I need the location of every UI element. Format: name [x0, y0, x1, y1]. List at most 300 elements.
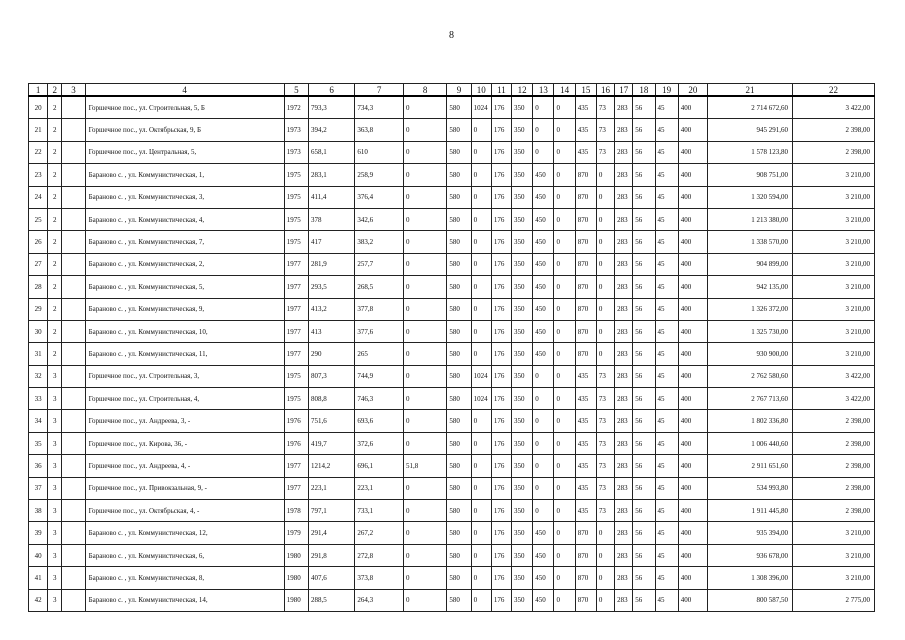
table-row: [29, 589, 875, 611]
table-cell-col-16: 73: [596, 141, 614, 163]
table-cell-col-14: 0: [554, 141, 575, 163]
table-cell-col-3: [62, 276, 85, 298]
table-cell-col-3: [62, 544, 85, 566]
table-cell-col-10: 0: [471, 298, 491, 320]
table-cell-col-17: 283: [615, 567, 633, 589]
table-cell-col-4: Бараново с. , ул. Коммунистическая, 10,: [85, 320, 284, 342]
table-cell-col-22: 3 210,00: [792, 567, 874, 589]
table-cell-col-13: 450: [533, 522, 554, 544]
table-cell-col-2: 3: [48, 455, 62, 477]
table-cell-col-8: 0: [403, 276, 446, 298]
data-table: [28, 83, 875, 612]
table-cell-col-13: 0: [533, 477, 554, 499]
table-cell-col-15: 435: [575, 119, 596, 141]
table-cell-col-1: 39: [29, 522, 48, 544]
table-cell-col-1: 23: [29, 164, 48, 186]
table-cell-col-15: 870: [575, 544, 596, 566]
table-cell-col-15: 435: [575, 432, 596, 454]
table-cell-col-20: 400: [678, 276, 707, 298]
table-cell-col-15: 870: [575, 522, 596, 544]
table-cell-col-22: 3 210,00: [792, 276, 874, 298]
table-cell-col-17: 283: [615, 208, 633, 230]
table-cell-col-10: 0: [471, 320, 491, 342]
table-cell-col-3: [62, 522, 85, 544]
column-header-8: 8: [403, 84, 446, 97]
table-cell-col-11: 176: [491, 455, 511, 477]
table-cell-col-9: 580: [447, 365, 471, 387]
table-cell-col-19: 45: [655, 589, 678, 611]
table-cell-col-4: Горшечное пос., ул. Октябрьская, 9, Б: [85, 119, 284, 141]
table-cell-col-7: 272,8: [355, 544, 404, 566]
table-cell-col-19: 45: [655, 119, 678, 141]
table-cell-col-3: [62, 231, 85, 253]
table-cell-col-16: 73: [596, 432, 614, 454]
table-cell-col-16: 0: [596, 320, 614, 342]
table-cell-col-19: 45: [655, 522, 678, 544]
table-cell-col-20: 400: [678, 432, 707, 454]
table-cell-col-8: 0: [403, 365, 446, 387]
table-cell-col-12: 350: [512, 96, 533, 119]
table-cell-col-5: 1976: [284, 410, 308, 432]
table-cell-col-13: 450: [533, 231, 554, 253]
table-cell-col-15: 870: [575, 276, 596, 298]
table-cell-col-21: 908 751,00: [708, 164, 793, 186]
table-cell-col-14: 0: [554, 96, 575, 119]
table-cell-col-10: 0: [471, 567, 491, 589]
table-cell-col-7: 376,4: [355, 186, 404, 208]
table-cell-col-12: 350: [512, 589, 533, 611]
table-cell-col-20: 400: [678, 253, 707, 275]
table-cell-col-15: 870: [575, 186, 596, 208]
table-cell-col-20: 400: [678, 410, 707, 432]
table-cell-col-22: 2 398,00: [792, 477, 874, 499]
table-cell-col-2: 2: [48, 96, 62, 119]
table-cell-col-6: 291,8: [308, 544, 354, 566]
table-cell-col-4: Бараново с. , ул. Коммунистическая, 3,: [85, 186, 284, 208]
table-cell-col-22: 3 210,00: [792, 186, 874, 208]
table-cell-col-3: [62, 500, 85, 522]
table-cell-col-9: 580: [447, 96, 471, 119]
table-cell-col-5: 1975: [284, 186, 308, 208]
table-cell-col-8: 0: [403, 119, 446, 141]
table-cell-col-16: 0: [596, 186, 614, 208]
table-cell-col-13: 450: [533, 298, 554, 320]
table-cell-col-13: 0: [533, 96, 554, 119]
table-cell-col-1: 40: [29, 544, 48, 566]
table-cell-col-4: Бараново с. , ул. Коммунистическая, 8,: [85, 567, 284, 589]
table-row: [29, 477, 875, 499]
table-cell-col-17: 283: [615, 96, 633, 119]
table-row: [29, 544, 875, 566]
table-cell-col-2: 2: [48, 298, 62, 320]
table-cell-col-19: 45: [655, 164, 678, 186]
table-cell-col-18: 56: [633, 320, 655, 342]
table-cell-col-4: Горшечное пос., ул. Андреева, 3, -: [85, 410, 284, 432]
table-cell-col-16: 0: [596, 544, 614, 566]
table-cell-col-21: 2 762 580,60: [708, 365, 793, 387]
table-cell-col-19: 45: [655, 343, 678, 365]
table-cell-col-11: 176: [491, 298, 511, 320]
table-cell-col-19: 45: [655, 500, 678, 522]
table-cell-col-3: [62, 164, 85, 186]
table-cell-col-2: 3: [48, 589, 62, 611]
table-cell-col-21: 936 678,00: [708, 544, 793, 566]
table-cell-col-7: 363,8: [355, 119, 404, 141]
table-cell-col-16: 73: [596, 119, 614, 141]
table-cell-col-10: 0: [471, 164, 491, 186]
table-cell-col-15: 435: [575, 96, 596, 119]
table-cell-col-14: 0: [554, 589, 575, 611]
table-cell-col-22: 3 210,00: [792, 522, 874, 544]
table-cell-col-13: 450: [533, 343, 554, 365]
table-cell-col-18: 56: [633, 119, 655, 141]
table-cell-col-19: 45: [655, 477, 678, 499]
table-cell-col-12: 350: [512, 276, 533, 298]
table-cell-col-13: 450: [533, 567, 554, 589]
table-cell-col-11: 176: [491, 500, 511, 522]
table-cell-col-20: 400: [678, 96, 707, 119]
table-cell-col-12: 350: [512, 544, 533, 566]
table-cell-col-1: 31: [29, 343, 48, 365]
table-cell-col-18: 56: [633, 365, 655, 387]
table-cell-col-13: 0: [533, 388, 554, 410]
table-cell-col-14: 0: [554, 388, 575, 410]
table-cell-col-12: 350: [512, 253, 533, 275]
column-header-14: 14: [554, 84, 575, 97]
table-cell-col-16: 0: [596, 298, 614, 320]
table-cell-col-22: 2 398,00: [792, 119, 874, 141]
table-cell-col-7: 377,8: [355, 298, 404, 320]
table-row: [29, 141, 875, 163]
table-cell-col-10: 0: [471, 141, 491, 163]
table-cell-col-13: 0: [533, 365, 554, 387]
table-cell-col-3: [62, 567, 85, 589]
table-cell-col-16: 0: [596, 567, 614, 589]
table-cell-col-5: 1975: [284, 208, 308, 230]
table-cell-col-3: [62, 96, 85, 119]
table-cell-col-22: 3 210,00: [792, 298, 874, 320]
table-cell-col-11: 176: [491, 589, 511, 611]
table-cell-col-17: 283: [615, 410, 633, 432]
table-cell-col-22: 2 398,00: [792, 500, 874, 522]
table-cell-col-9: 580: [447, 164, 471, 186]
table-cell-col-4: Бараново с. , ул. Коммунистическая, 1,: [85, 164, 284, 186]
table-cell-col-22: 3 422,00: [792, 388, 874, 410]
table-cell-col-7: 258,9: [355, 164, 404, 186]
table-cell-col-19: 45: [655, 141, 678, 163]
table-cell-col-6: 378: [308, 208, 354, 230]
table-cell-col-9: 580: [447, 500, 471, 522]
table-cell-col-10: 0: [471, 477, 491, 499]
table-cell-col-3: [62, 432, 85, 454]
table-cell-col-22: 2 398,00: [792, 141, 874, 163]
table-cell-col-20: 400: [678, 164, 707, 186]
table-cell-col-18: 56: [633, 276, 655, 298]
table-cell-col-4: Бараново с. , ул. Коммунистическая, 14,: [85, 589, 284, 611]
table-cell-col-18: 56: [633, 455, 655, 477]
column-header-11: 11: [491, 84, 511, 97]
table-cell-col-1: 33: [29, 388, 48, 410]
table-cell-col-21: 1 802 336,80: [708, 410, 793, 432]
table-cell-col-7: 744,9: [355, 365, 404, 387]
table-cell-col-6: 808,8: [308, 388, 354, 410]
table-cell-col-3: [62, 455, 85, 477]
table-cell-col-15: 435: [575, 455, 596, 477]
table-body: [29, 96, 875, 611]
column-header-4: 4: [85, 84, 284, 97]
table-cell-col-21: 945 291,60: [708, 119, 793, 141]
table-cell-col-21: 2 911 651,60: [708, 455, 793, 477]
table-cell-col-19: 45: [655, 298, 678, 320]
table-cell-col-5: 1973: [284, 141, 308, 163]
table-cell-col-6: 407,6: [308, 567, 354, 589]
table-cell-col-10: 0: [471, 410, 491, 432]
table-cell-col-8: 0: [403, 164, 446, 186]
table-cell-col-8: 0: [403, 410, 446, 432]
table-cell-col-21: 1 325 730,00: [708, 320, 793, 342]
table-cell-col-9: 580: [447, 477, 471, 499]
table-cell-col-17: 283: [615, 500, 633, 522]
table-cell-col-14: 0: [554, 477, 575, 499]
table-cell-col-18: 56: [633, 343, 655, 365]
table-cell-col-8: 0: [403, 298, 446, 320]
table-cell-col-18: 56: [633, 432, 655, 454]
table-cell-col-2: 2: [48, 141, 62, 163]
table-cell-col-18: 56: [633, 388, 655, 410]
table-cell-col-18: 56: [633, 164, 655, 186]
table-cell-col-21: 1 320 594,00: [708, 186, 793, 208]
table-cell-col-19: 45: [655, 96, 678, 119]
table-cell-col-11: 176: [491, 186, 511, 208]
table-cell-col-19: 45: [655, 432, 678, 454]
table-cell-col-10: 0: [471, 208, 491, 230]
table-cell-col-8: 0: [403, 96, 446, 119]
table-cell-col-22: 2 398,00: [792, 432, 874, 454]
table-cell-col-5: 1980: [284, 567, 308, 589]
table-cell-col-2: 2: [48, 186, 62, 208]
table-cell-col-12: 350: [512, 432, 533, 454]
table-cell-col-10: 0: [471, 589, 491, 611]
table-cell-col-14: 0: [554, 164, 575, 186]
table-cell-col-10: 0: [471, 500, 491, 522]
table-cell-col-21: 1 338 570,00: [708, 231, 793, 253]
table-cell-col-20: 400: [678, 119, 707, 141]
table-cell-col-18: 56: [633, 410, 655, 432]
table-cell-col-4: Бараново с. , ул. Коммунистическая, 6,: [85, 544, 284, 566]
table-cell-col-2: 2: [48, 276, 62, 298]
table-cell-col-12: 350: [512, 477, 533, 499]
table-cell-col-18: 56: [633, 522, 655, 544]
table-row: [29, 96, 875, 119]
table-cell-col-1: 27: [29, 253, 48, 275]
table-cell-col-7: 264,3: [355, 589, 404, 611]
table-cell-col-6: 793,3: [308, 96, 354, 119]
table-cell-col-21: 942 135,00: [708, 276, 793, 298]
table-row: [29, 410, 875, 432]
table-cell-col-8: 0: [403, 253, 446, 275]
table-cell-col-17: 283: [615, 141, 633, 163]
table-cell-col-9: 580: [447, 320, 471, 342]
table-cell-col-3: [62, 208, 85, 230]
table-cell-col-15: 435: [575, 500, 596, 522]
table-cell-col-14: 0: [554, 298, 575, 320]
table-cell-col-1: 28: [29, 276, 48, 298]
table-cell-col-11: 176: [491, 567, 511, 589]
table-cell-col-8: 0: [403, 500, 446, 522]
table-cell-col-9: 580: [447, 432, 471, 454]
table-cell-col-9: 580: [447, 276, 471, 298]
table-cell-col-2: 3: [48, 500, 62, 522]
table-cell-col-15: 435: [575, 365, 596, 387]
table-cell-col-16: 0: [596, 276, 614, 298]
table-cell-col-20: 400: [678, 343, 707, 365]
table-cell-col-14: 0: [554, 343, 575, 365]
table-cell-col-2: 2: [48, 253, 62, 275]
table-cell-col-16: 0: [596, 589, 614, 611]
table-cell-col-14: 0: [554, 186, 575, 208]
table-cell-col-5: 1977: [284, 253, 308, 275]
table-cell-col-16: 73: [596, 365, 614, 387]
table-cell-col-7: 734,3: [355, 96, 404, 119]
table-cell-col-2: 3: [48, 477, 62, 499]
table-cell-col-11: 176: [491, 410, 511, 432]
table-cell-col-6: 394,2: [308, 119, 354, 141]
column-header-1: 1: [29, 84, 48, 97]
table-cell-col-4: Бараново с. , ул. Коммунистическая, 7,: [85, 231, 284, 253]
table-cell-col-11: 176: [491, 343, 511, 365]
table-cell-col-12: 350: [512, 320, 533, 342]
table-cell-col-17: 283: [615, 455, 633, 477]
column-header-19: 19: [655, 84, 678, 97]
table-cell-col-13: 0: [533, 432, 554, 454]
table-cell-col-16: 0: [596, 253, 614, 275]
table-cell-col-4: Бараново с. , ул. Коммунистическая, 11,: [85, 343, 284, 365]
table-cell-col-6: 283,1: [308, 164, 354, 186]
table-cell-col-7: 373,8: [355, 567, 404, 589]
table-row: [29, 298, 875, 320]
table-cell-col-17: 283: [615, 298, 633, 320]
table-cell-col-6: 411,4: [308, 186, 354, 208]
table-cell-col-20: 400: [678, 567, 707, 589]
table-cell-col-11: 176: [491, 276, 511, 298]
table-cell-col-12: 350: [512, 500, 533, 522]
table-cell-col-22: 3 210,00: [792, 231, 874, 253]
table-cell-col-10: 0: [471, 276, 491, 298]
table-cell-col-17: 283: [615, 365, 633, 387]
table-cell-col-16: 73: [596, 410, 614, 432]
table-cell-col-5: 1972: [284, 96, 308, 119]
table-cell-col-12: 350: [512, 567, 533, 589]
table-cell-col-18: 56: [633, 141, 655, 163]
table-cell-col-8: 0: [403, 208, 446, 230]
table-row: [29, 320, 875, 342]
table-cell-col-12: 350: [512, 186, 533, 208]
table-cell-col-2: 3: [48, 567, 62, 589]
table-row: [29, 432, 875, 454]
table-cell-col-17: 283: [615, 388, 633, 410]
table-cell-col-13: 0: [533, 455, 554, 477]
table-cell-col-19: 45: [655, 455, 678, 477]
table-cell-col-6: 281,9: [308, 253, 354, 275]
table-cell-col-17: 283: [615, 589, 633, 611]
table-cell-col-10: 1024: [471, 365, 491, 387]
table-cell-col-5: 1978: [284, 500, 308, 522]
table-row: [29, 276, 875, 298]
table-row: [29, 500, 875, 522]
table-cell-col-21: 1 911 445,80: [708, 500, 793, 522]
table-cell-col-3: [62, 320, 85, 342]
table-cell-col-15: 870: [575, 589, 596, 611]
table-cell-col-9: 580: [447, 119, 471, 141]
table-cell-col-1: 36: [29, 455, 48, 477]
table-cell-col-17: 283: [615, 119, 633, 141]
table-cell-col-7: 377,6: [355, 320, 404, 342]
table-cell-col-20: 400: [678, 320, 707, 342]
table-cell-col-15: 435: [575, 477, 596, 499]
table-cell-col-12: 350: [512, 343, 533, 365]
table-cell-col-3: [62, 365, 85, 387]
table-cell-col-21: 2 767 713,60: [708, 388, 793, 410]
table-cell-col-3: [62, 298, 85, 320]
table-cell-col-10: 0: [471, 186, 491, 208]
table-cell-col-10: 0: [471, 432, 491, 454]
header-row: [29, 84, 875, 97]
column-header-21: 21: [708, 84, 793, 97]
table-row: [29, 119, 875, 141]
table-cell-col-15: 870: [575, 320, 596, 342]
table-cell-col-19: 45: [655, 186, 678, 208]
table-cell-col-11: 176: [491, 231, 511, 253]
table-cell-col-11: 176: [491, 119, 511, 141]
table-cell-col-13: 450: [533, 276, 554, 298]
table-cell-col-12: 350: [512, 298, 533, 320]
table-cell-col-21: 2 714 672,60: [708, 96, 793, 119]
table-cell-col-3: [62, 186, 85, 208]
table-cell-col-1: 20: [29, 96, 48, 119]
table-cell-col-11: 176: [491, 320, 511, 342]
table-cell-col-22: 3 210,00: [792, 164, 874, 186]
table-row: [29, 388, 875, 410]
table-cell-col-1: 21: [29, 119, 48, 141]
table-cell-col-6: 293,5: [308, 276, 354, 298]
table-cell-col-17: 283: [615, 432, 633, 454]
table-cell-col-5: 1975: [284, 164, 308, 186]
column-header-10: 10: [471, 84, 491, 97]
table-cell-col-18: 56: [633, 96, 655, 119]
table-cell-col-7: 342,6: [355, 208, 404, 230]
table-cell-col-4: Горшечное пос., ул. Строительная, 4,: [85, 388, 284, 410]
table-cell-col-4: Горшечное пос., ул. Центральная, 5,: [85, 141, 284, 163]
table-cell-col-4: Бараново с. , ул. Коммунистическая, 4,: [85, 208, 284, 230]
table-cell-col-9: 580: [447, 253, 471, 275]
table-cell-col-9: 580: [447, 298, 471, 320]
table-cell-col-5: 1973: [284, 119, 308, 141]
table-cell-col-13: 0: [533, 141, 554, 163]
table-cell-col-15: 870: [575, 208, 596, 230]
table-cell-col-5: 1975: [284, 231, 308, 253]
table-cell-col-16: 0: [596, 231, 614, 253]
table-cell-col-11: 176: [491, 477, 511, 499]
table-cell-col-5: 1976: [284, 432, 308, 454]
table-cell-col-7: 372,6: [355, 432, 404, 454]
table-cell-col-19: 45: [655, 567, 678, 589]
table-cell-col-8: 51,8: [403, 455, 446, 477]
table-cell-col-13: 0: [533, 500, 554, 522]
table-cell-col-9: 580: [447, 455, 471, 477]
table-cell-col-16: 73: [596, 500, 614, 522]
table-cell-col-16: 73: [596, 388, 614, 410]
table-cell-col-5: 1977: [284, 276, 308, 298]
